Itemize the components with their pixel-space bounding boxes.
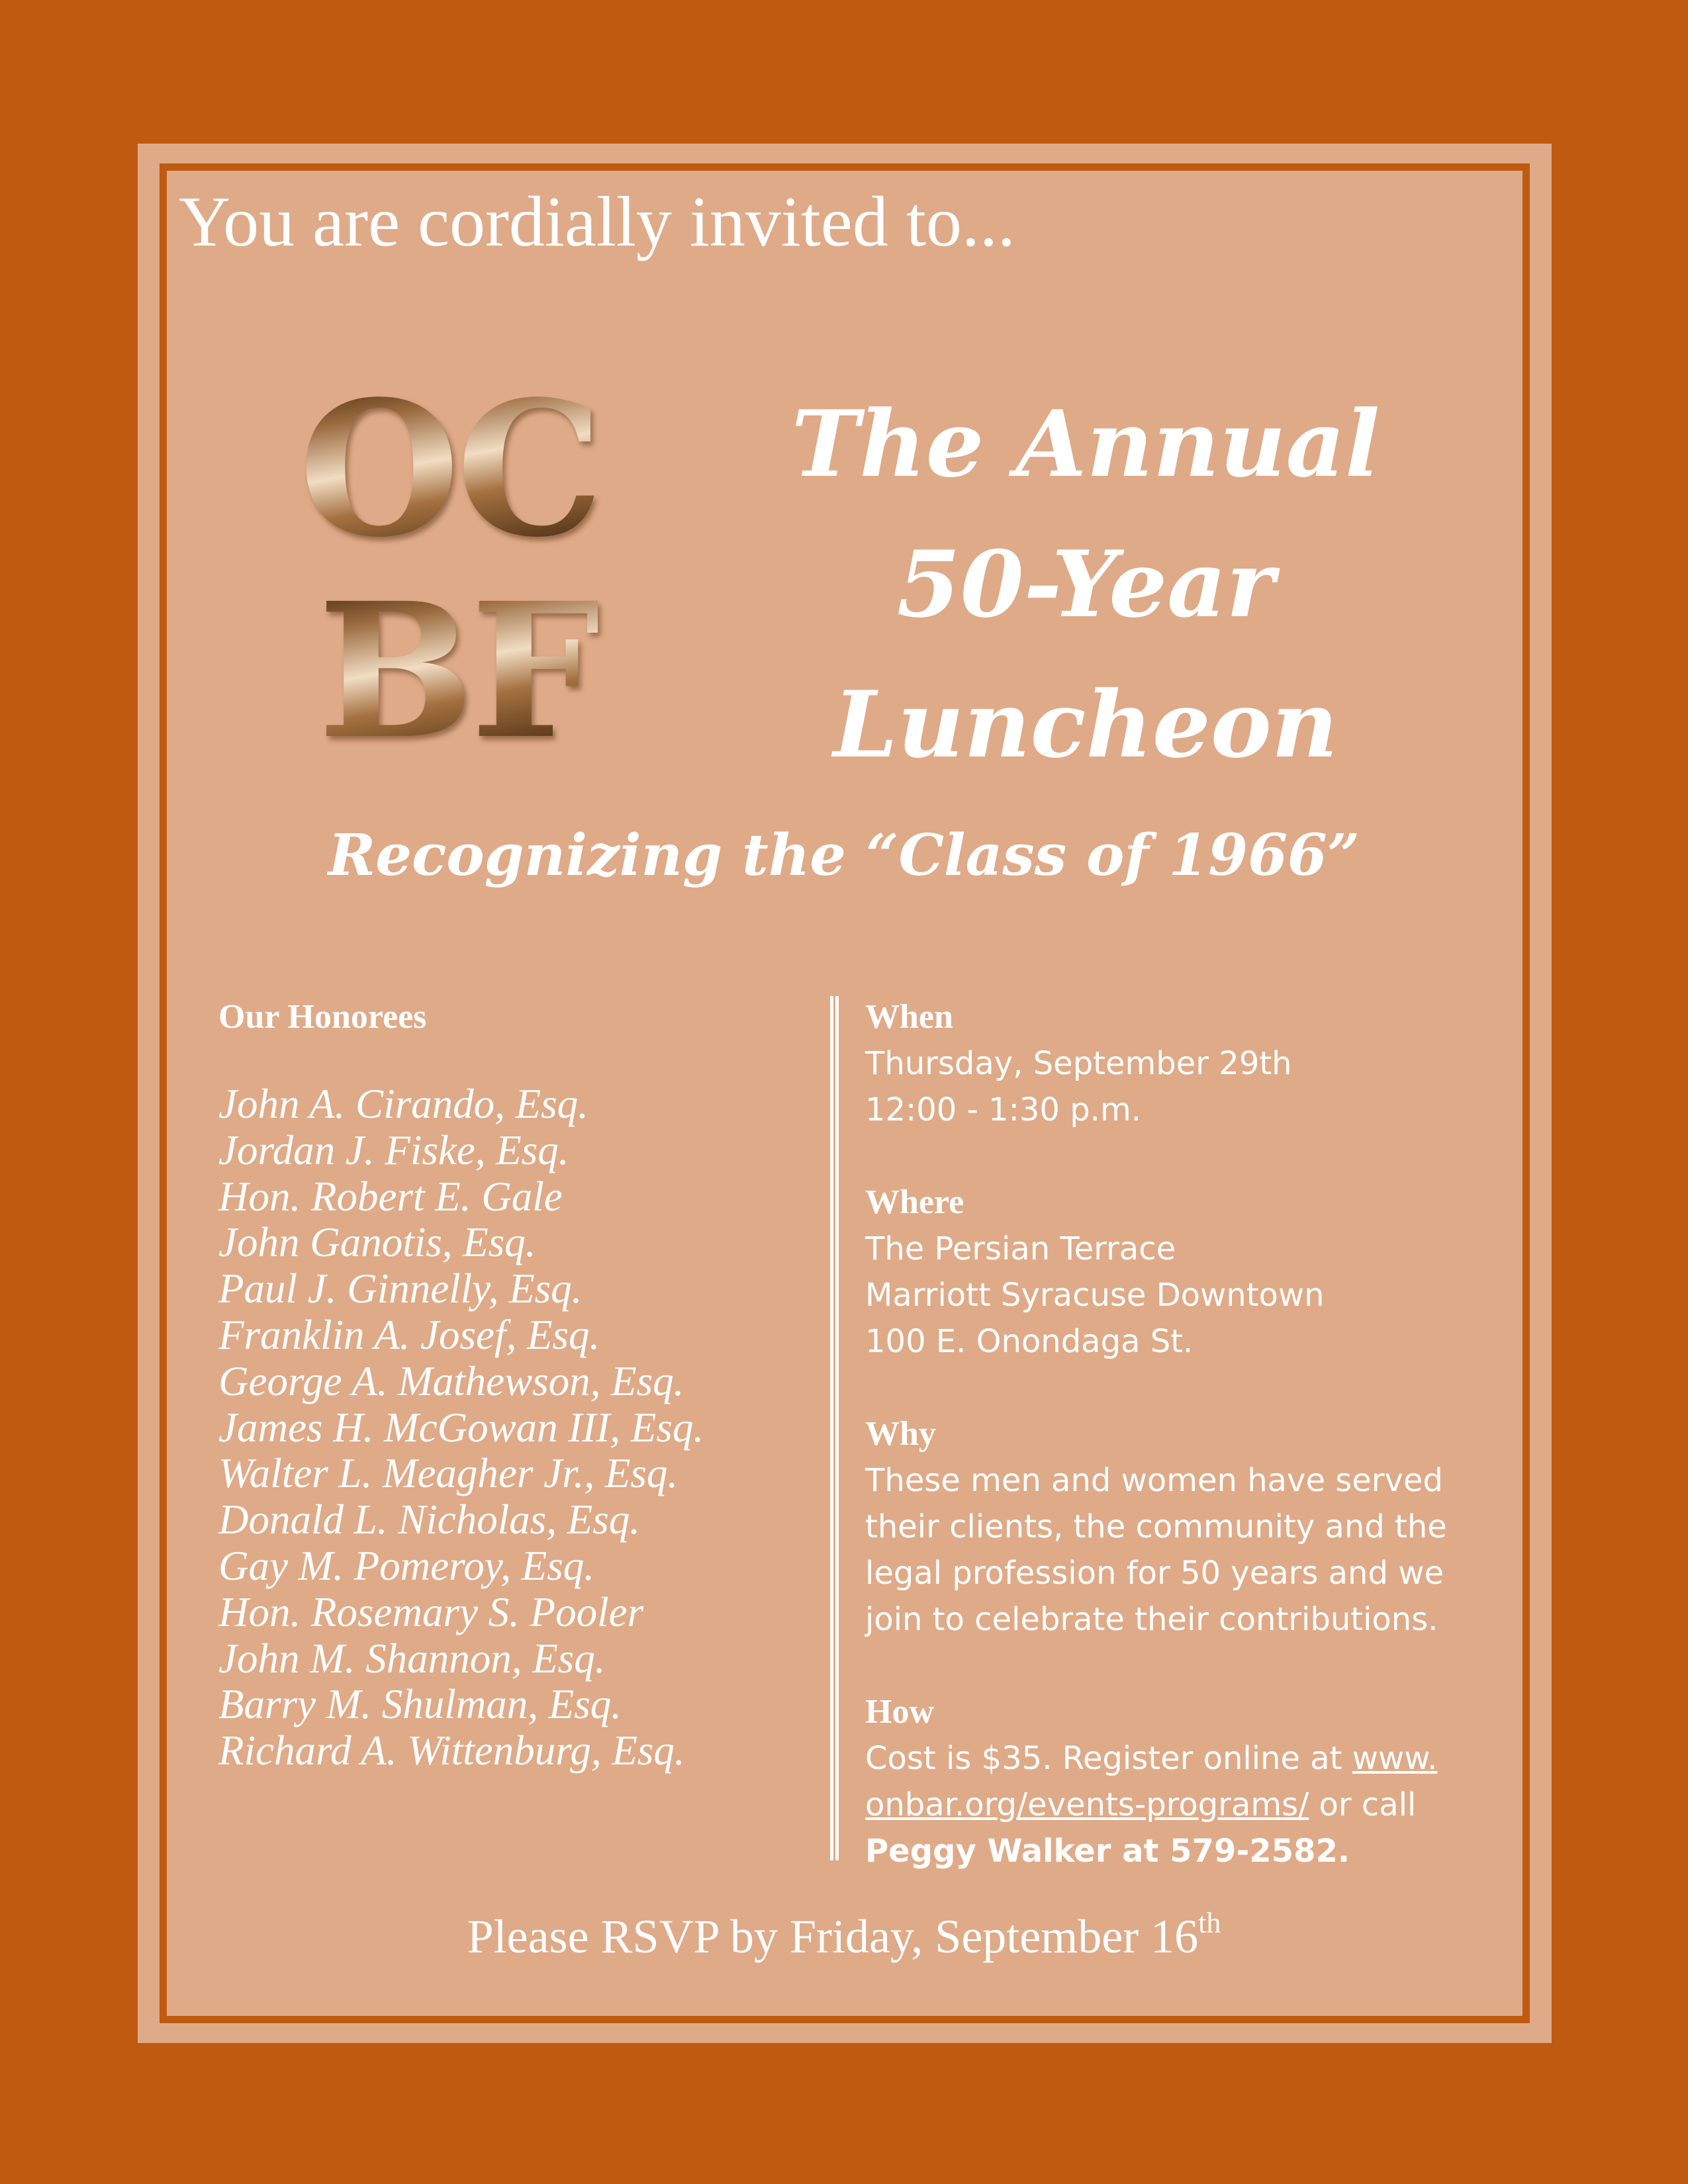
why-text-line: These men and women have served — [865, 1462, 1443, 1499]
honorees-heading: Our Honorees — [218, 998, 427, 1036]
honoree-name: Richard A. Wittenburg, Esq. — [218, 1727, 685, 1774]
how-call-text: or call — [1309, 1786, 1417, 1823]
when-date: Thursday, September 29th — [865, 1045, 1292, 1082]
invite-line: You are cordially invited to... — [179, 183, 1015, 261]
when-heading: When — [865, 998, 953, 1036]
register-link-part-2[interactable]: onbar.org/events-programs/ — [865, 1786, 1309, 1823]
ocbf-logo — [295, 361, 679, 788]
honoree-name: James H. McGowan III, Esq. — [218, 1404, 704, 1451]
honoree-name: Donald L. Nicholas, Esq. — [218, 1496, 641, 1543]
register-link-part-1[interactable]: www. — [1352, 1740, 1438, 1777]
rsvp-line — [0, 1907, 1688, 1963]
why-text-line: legal profession for 50 years and we — [865, 1555, 1444, 1592]
where-section — [865, 1179, 1494, 1365]
honorees-list — [218, 1081, 814, 1774]
honoree-name: John Ganotis, Esq. — [218, 1219, 536, 1266]
honoree-name: George A. Mathewson, Esq. — [218, 1357, 684, 1404]
where-heading: Where — [865, 1183, 964, 1221]
where-venue: The Persian Terrace — [865, 1230, 1176, 1267]
why-heading: Why — [865, 1415, 936, 1453]
how-contact-line — [865, 1828, 1494, 1874]
honoree-name: John A. Cirando, Esq. — [218, 1081, 588, 1127]
logo-line-1: OC — [299, 361, 600, 578]
honoree-name: Hon. Robert E. Gale — [218, 1173, 563, 1220]
rsvp-text: Please RSVP by Friday, September 16 — [467, 1910, 1199, 1963]
why-text-line: join to celebrate their contributions. — [865, 1601, 1438, 1638]
when-time: 12:00 - 1:30 p.m. — [865, 1091, 1141, 1128]
honoree-name: John M. Shannon, Esq. — [218, 1635, 606, 1682]
honoree-name: Barry M. Shulman, Esq. — [218, 1681, 622, 1728]
why-section — [865, 1411, 1494, 1643]
column-divider — [830, 996, 839, 1860]
title-line-2: 50-Year — [896, 530, 1275, 638]
contact-name-phone: Peggy Walker at 579-2582. — [865, 1833, 1350, 1870]
where-address: 100 E. Onondaga St. — [865, 1323, 1194, 1360]
honoree-name: Hon. Rosemary S. Pooler — [218, 1588, 644, 1635]
how-cost-text: Cost is $35. Register online at — [865, 1740, 1352, 1777]
how-link-line — [865, 1782, 1494, 1828]
honoree-name: Walter L. Meagher Jr., Esq. — [218, 1450, 679, 1497]
how-cost-line — [865, 1735, 1494, 1782]
when-section — [865, 994, 1494, 1133]
honoree-name: Jordan J. Fiske, Esq. — [218, 1126, 569, 1173]
how-section — [865, 1689, 1494, 1874]
honoree-name: Paul J. Ginnelly, Esq. — [218, 1265, 583, 1312]
where-hotel: Marriott Syracuse Downtown — [865, 1277, 1325, 1314]
event-details — [865, 994, 1494, 1874]
event-title — [695, 374, 1476, 795]
honoree-name: Gay M. Pomeroy, Esq. — [218, 1542, 595, 1589]
honorees-section — [218, 994, 814, 1774]
logo-line-2: BF — [318, 563, 598, 780]
how-heading: How — [865, 1693, 934, 1731]
rsvp-ordinal-suffix: th — [1198, 1907, 1221, 1939]
honoree-name: Franklin A. Josef, Esq. — [218, 1311, 600, 1358]
title-line-1: The Annual — [791, 390, 1380, 498]
event-subtitle: Recognizing the “Class of 1966” — [328, 822, 1360, 889]
title-line-3: Luncheon — [833, 670, 1338, 778]
why-text-line: their clients, the community and the — [865, 1508, 1447, 1545]
